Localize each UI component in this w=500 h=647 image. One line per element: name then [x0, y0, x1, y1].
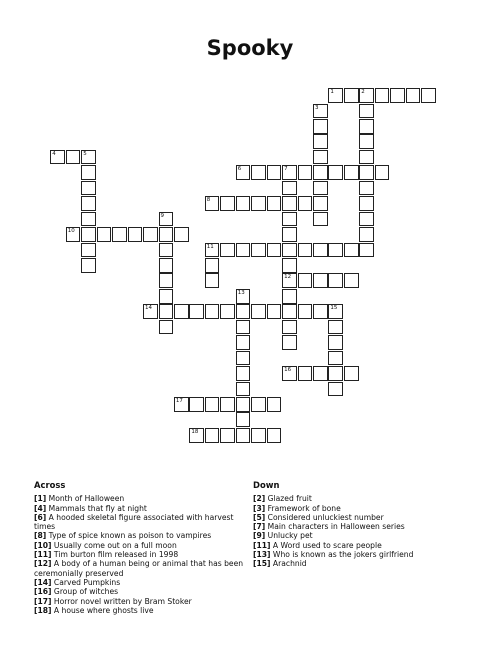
grid-cell[interactable] [267, 428, 282, 443]
grid-cell[interactable] [359, 196, 374, 211]
grid-cell[interactable] [298, 165, 313, 180]
grid-cell[interactable] [359, 150, 374, 165]
down-clue [253, 531, 468, 540]
grid-cell[interactable] [328, 382, 343, 397]
grid-cell[interactable] [251, 304, 266, 319]
cell-number: 11 [206, 243, 214, 250]
grid-cell[interactable] [174, 397, 189, 412]
grid-cell[interactable] [359, 119, 374, 134]
grid-cell[interactable] [66, 227, 81, 242]
clue-text: Tim burton film released in 1998 [51, 550, 179, 560]
grid-cell[interactable] [421, 88, 436, 103]
clue-number: [4] [34, 503, 47, 513]
grid-cell[interactable] [251, 243, 266, 258]
grid-cell[interactable] [143, 227, 158, 242]
grid-cell[interactable] [66, 150, 81, 165]
grid-cell[interactable] [236, 351, 251, 366]
cell-number: 15 [330, 305, 338, 312]
grid-cell[interactable] [236, 304, 251, 319]
down-clue [253, 522, 468, 531]
cell-number: 14 [145, 305, 152, 312]
grid-cell[interactable] [282, 366, 297, 381]
grid-cell[interactable] [328, 366, 343, 381]
down-clue [253, 494, 468, 503]
grid-cell[interactable] [359, 165, 374, 180]
clue-text: Month of Halloween [46, 494, 125, 504]
grid-cell[interactable] [251, 196, 266, 211]
clue-text: Who is known as the jokers girlfriend [270, 550, 414, 560]
grid-cell[interactable] [282, 212, 297, 227]
grid-cell[interactable] [189, 428, 204, 443]
grid-cell[interactable] [159, 227, 174, 242]
clue-text: Arachnid [270, 559, 307, 569]
grid-cell[interactable] [205, 243, 220, 258]
grid-cell[interactable] [236, 412, 251, 427]
grid-cell[interactable] [313, 134, 328, 149]
cell-number: 12 [284, 274, 292, 281]
puzzle-title: Spooky [206, 36, 294, 60]
grid-cell[interactable] [344, 366, 359, 381]
grid-cell[interactable] [267, 196, 282, 211]
clue-number: [3] [253, 503, 266, 513]
grid-cell[interactable] [313, 181, 328, 196]
grid-cell[interactable] [282, 227, 297, 242]
grid-cell[interactable] [81, 150, 96, 165]
grid-cell[interactable] [205, 273, 220, 288]
grid-cell[interactable] [267, 165, 282, 180]
grid-cell[interactable] [313, 150, 328, 165]
grid-cell[interactable] [81, 243, 96, 258]
clue-number: [2] [253, 494, 266, 504]
grid-cell[interactable] [189, 397, 204, 412]
grid-cell[interactable] [205, 304, 220, 319]
grid-cell[interactable] [282, 165, 297, 180]
across-clue [34, 587, 249, 596]
grid-cell[interactable] [328, 304, 343, 319]
grid-cell[interactable] [359, 212, 374, 227]
grid-cell[interactable] [313, 273, 328, 288]
grid-cell[interactable] [282, 196, 297, 211]
clue-text: Main characters in Halloween series [265, 522, 405, 532]
across-clue [34, 504, 249, 513]
across-clue-list [34, 494, 249, 615]
clue-text: A hooded skeletal figure associated with harvest times [34, 512, 234, 532]
clue-number: [16] [34, 587, 52, 597]
clue-number: [5] [253, 512, 266, 522]
clue-number: [6] [34, 512, 47, 522]
grid-cell[interactable] [236, 428, 251, 443]
grid-cell[interactable] [205, 258, 220, 273]
clue-text: A body of a human being or animal that has been ceremonially preserved [34, 559, 244, 578]
down-clue [253, 513, 468, 522]
grid-cell[interactable] [143, 304, 158, 319]
clue-text: Glazed fruit [265, 494, 312, 504]
grid-cell[interactable] [298, 196, 313, 211]
clue-number: [11] [253, 540, 271, 550]
grid-cell[interactable] [236, 243, 251, 258]
grid-cell[interactable] [406, 88, 421, 103]
grid-cell[interactable] [50, 150, 65, 165]
grid-cell[interactable] [205, 428, 220, 443]
grid-cell[interactable] [236, 320, 251, 335]
grid-cell[interactable] [236, 289, 251, 304]
clue-number: [17] [34, 596, 52, 606]
across-clue [34, 606, 249, 615]
grid-cell[interactable] [313, 243, 328, 258]
clue-number: [9] [253, 531, 266, 541]
grid-cell[interactable] [359, 104, 374, 119]
across-heading: Across [34, 480, 66, 490]
clue-text: A Word used to scare people [270, 540, 382, 550]
grid-cell[interactable] [328, 335, 343, 350]
grid-cell[interactable] [313, 212, 328, 227]
across-clue [34, 531, 249, 540]
down-clues [253, 481, 468, 569]
clue-text: Mammals that fly at night [46, 503, 147, 513]
grid-cell[interactable] [251, 397, 266, 412]
clue-number: [18] [34, 605, 52, 615]
grid-cell[interactable] [359, 227, 374, 242]
grid-cell[interactable] [282, 258, 297, 273]
grid-cell[interactable] [313, 196, 328, 211]
grid-cell[interactable] [128, 227, 143, 242]
cell-number: 8 [206, 197, 211, 204]
grid-cell[interactable] [174, 304, 189, 319]
grid-cell[interactable] [81, 227, 96, 242]
clue-text: Carved Pumpkins [51, 577, 121, 587]
clue-text: Horror novel written by Bram Stoker [51, 596, 192, 606]
grid-cell[interactable] [81, 212, 96, 227]
across-clue [34, 541, 249, 550]
grid-cell[interactable] [81, 196, 96, 211]
across-clue [34, 559, 249, 578]
cell-number: 7 [284, 166, 288, 173]
cell-number: 2 [361, 89, 365, 95]
grid-cell[interactable] [159, 243, 174, 258]
grid-cell[interactable] [282, 289, 297, 304]
cell-number: 3 [315, 104, 319, 111]
grid-cell[interactable] [220, 196, 235, 211]
grid-cell[interactable] [205, 196, 220, 211]
grid-cell[interactable] [282, 320, 297, 335]
grid-cell[interactable] [313, 304, 328, 319]
cell-number: 18 [191, 428, 199, 435]
clue-number: [14] [34, 577, 52, 587]
down-clue [253, 541, 468, 550]
grid-cell[interactable] [236, 165, 251, 180]
grid-cell[interactable] [313, 366, 328, 381]
down-clue [253, 559, 468, 568]
grid-cell[interactable] [236, 366, 251, 381]
grid-cell[interactable] [282, 273, 297, 288]
grid-cell[interactable] [205, 397, 220, 412]
grid-cell[interactable] [81, 258, 96, 273]
grid-cell[interactable] [159, 273, 174, 288]
grid-cell[interactable] [344, 243, 359, 258]
grid-cell[interactable] [220, 243, 235, 258]
grid-cell[interactable] [344, 165, 359, 180]
down-heading: Down [253, 480, 280, 490]
clue-number: [10] [34, 540, 52, 550]
clue-number: [7] [253, 522, 266, 532]
cell-number: 5 [83, 150, 87, 157]
grid-cell[interactable] [251, 428, 266, 443]
grid-cell[interactable] [359, 181, 374, 196]
down-clue [253, 550, 468, 559]
cell-number: 16 [284, 367, 292, 374]
across-clue [34, 578, 249, 587]
clue-text: Usually come out on a full moon [51, 540, 177, 550]
grid-cell[interactable] [298, 273, 313, 288]
grid-cell[interactable] [344, 273, 359, 288]
grid-cell[interactable] [267, 243, 282, 258]
across-clue [34, 597, 249, 606]
clue-number: [1] [34, 494, 47, 504]
grid-cell[interactable] [313, 165, 328, 180]
grid-cell[interactable] [112, 227, 127, 242]
grid-cell[interactable] [159, 320, 174, 335]
across-clues [34, 481, 249, 615]
clue-number: [13] [253, 550, 271, 560]
cell-number: 13 [237, 289, 245, 296]
grid-cell[interactable] [189, 304, 204, 319]
grid-cell[interactable] [220, 397, 235, 412]
grid-cell[interactable] [236, 382, 251, 397]
grid-cell[interactable] [267, 304, 282, 319]
grid-cell[interactable] [282, 243, 297, 258]
grid-cell[interactable] [159, 258, 174, 273]
grid-cell[interactable] [236, 335, 251, 350]
grid-cell[interactable] [267, 397, 282, 412]
grid-cell[interactable] [282, 181, 297, 196]
grid-cell[interactable] [298, 366, 313, 381]
clue-number: [11] [34, 550, 52, 560]
grid-cell[interactable] [328, 165, 343, 180]
grid-cell[interactable] [282, 304, 297, 319]
clue-number: [15] [253, 559, 271, 569]
cell-number: 1 [330, 89, 334, 95]
grid-cell[interactable] [251, 165, 266, 180]
clue-text: Group of witches [51, 587, 119, 597]
grid-cell[interactable] [236, 397, 251, 412]
grid-cell[interactable] [159, 212, 174, 227]
across-clue [34, 494, 249, 503]
cell-number: 6 [237, 166, 242, 173]
grid-cell[interactable] [359, 243, 374, 258]
grid-cell[interactable] [97, 227, 112, 242]
grid-cell[interactable] [81, 165, 96, 180]
grid-cell[interactable] [159, 289, 174, 304]
clue-text: Unlucky pet [265, 531, 313, 541]
cell-number: 9 [160, 212, 164, 219]
clue-text: A house where ghosts live [51, 605, 154, 615]
grid-cell[interactable] [344, 88, 359, 103]
grid-cell[interactable] [298, 304, 313, 319]
grid-cell[interactable] [328, 351, 343, 366]
grid-cell[interactable] [328, 243, 343, 258]
cell-number: 4 [52, 150, 56, 157]
grid-cell[interactable] [81, 181, 96, 196]
down-clue [253, 504, 468, 513]
grid-cell[interactable] [375, 165, 390, 180]
grid-cell[interactable] [220, 304, 235, 319]
down-clue-list [253, 494, 468, 568]
grid-cell[interactable] [298, 243, 313, 258]
grid-cell[interactable] [159, 304, 174, 319]
clue-text: Considered unluckiest number [265, 512, 384, 522]
across-clue [34, 513, 249, 532]
grid-cell[interactable] [174, 227, 189, 242]
across-clue [34, 550, 249, 559]
grid-cell[interactable] [282, 335, 297, 350]
clue-number: [12] [34, 559, 52, 569]
cell-number: 17 [175, 398, 183, 404]
clue-text: Framework of bone [265, 503, 341, 513]
clue-text: Type of spice known as poison to vampires [46, 531, 212, 541]
grid-cell[interactable] [375, 88, 390, 103]
grid-cell[interactable] [328, 88, 343, 103]
grid-cell[interactable] [359, 88, 374, 103]
grid-cell[interactable] [220, 428, 235, 443]
grid-cell[interactable] [313, 104, 328, 119]
grid-cell[interactable] [313, 119, 328, 134]
grid-cell[interactable] [236, 196, 251, 211]
grid-cell[interactable] [328, 320, 343, 335]
grid-cell[interactable] [390, 88, 405, 103]
clue-number: [8] [34, 531, 47, 541]
grid-cell[interactable] [328, 273, 343, 288]
cell-number: 10 [67, 228, 75, 234]
grid-cell[interactable] [359, 134, 374, 149]
